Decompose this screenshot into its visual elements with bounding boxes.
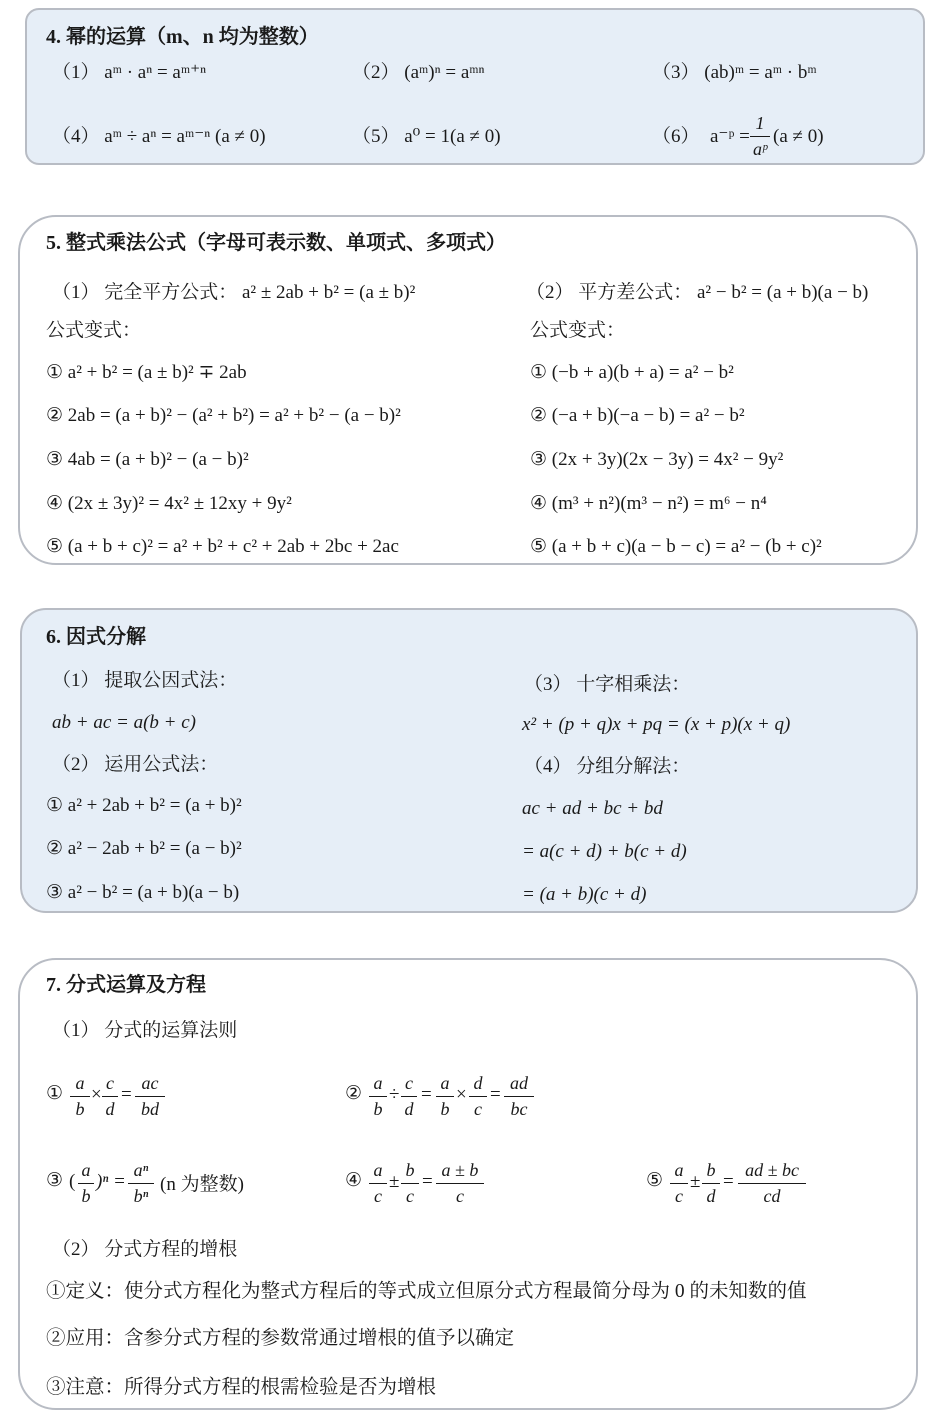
power-rule-4: （4） aᵐ ÷ aⁿ = aᵐ⁻ⁿ (a ≠ 0) [52,126,266,147]
rule-3-fraction-result: aⁿ bⁿ [128,1159,154,1207]
perfect-square-heading: （1） 完全平方公式： a² ± 2ab + b² = (a ± b)² [52,282,416,303]
section-6-title: 6. 因式分解 [46,626,146,648]
rule-3-power: )ⁿ = [96,1171,126,1192]
fraction-rules-heading: （1） 分式的运算法则 [52,1020,238,1041]
rule-1-fraction-result: ac bd [135,1072,165,1120]
formula-method-1: ① a² + 2ab + b² = (a + b)² [46,795,242,816]
rule-3-fraction-a-b: a b [78,1159,94,1207]
rule-5-fraction-a-c: a c [670,1159,688,1207]
grouping-heading: （4） 分组分解法： [524,756,691,777]
rule-3-left-paren: ( [69,1171,76,1192]
cross-multiplication-heading: （3） 十字相乘法： [524,674,691,695]
grouping-step-1: ac + ad + bc + bd [522,798,663,819]
power-rule-6-condition: (a ≠ 0) [773,126,824,147]
power-rule-1: （1） aᵐ · aⁿ = aᵐ⁺ⁿ [52,62,207,83]
rule-5-equals: = [723,1171,734,1192]
right-variant-3: ③ (2x + 3y)(2x − 3y) = 4x² − 9y² [530,449,784,470]
rule-2-fraction-a-b-2: a b [436,1072,454,1120]
grouping-step-3: = (a + b)(c + d) [522,884,647,905]
rule-2-equals-2: = [490,1084,501,1105]
extraneous-root-heading: （2） 分式方程的增根 [52,1239,238,1260]
rule-2-operator-1: ÷ [389,1084,400,1105]
fraction-bar [750,136,770,137]
power-rule-6-label: （6） [652,126,700,147]
right-variant-2: ② (−a + b)(−a − b) = a² − b² [530,405,745,426]
extraneous-root-definition: ①定义：使分式方程化为整式方程后的等式成立但原分式方程最简分母为 0 的未知数的值 [46,1281,807,1302]
power-rule-3: （3） (ab)ᵐ = aᵐ · bᵐ [652,62,817,83]
common-factor-formula: ab + ac = a(b + c) [52,712,196,733]
rule-4-mark: ④ [345,1170,363,1191]
formula-method-2: ② a² − 2ab + b² = (a − b)² [46,838,242,859]
power-rule-6-lhs: a⁻ᵖ = [710,126,750,147]
cross-multiplication-formula: x² + (p + q)x + pq = (x + p)(x + q) [522,714,791,735]
rule-2-operator-2: × [456,1084,467,1105]
rule-5-fraction-b-d: b d [702,1159,720,1207]
section-5-title: 5. 整式乘法公式（字母可表示数、单项式、多项式） [46,232,506,254]
rule-4-fraction-b-c: b c [401,1159,419,1207]
rule-3-note: (n 为整数) [160,1174,244,1195]
section-4-title: 4. 幂的运算（m、n 均为整数） [46,26,319,48]
left-variant-5: ⑤ (a + b + c)² = a² + b² + c² + 2ab + 2bc + 2ac [46,536,399,557]
common-factor-heading: （1） 提取公因式法： [52,670,238,691]
rule-2-fraction-d-c: d c [469,1072,487,1120]
power-rule-6-fraction [750,112,770,160]
right-variant-label: 公式变式： [530,320,626,341]
rule-4-equals: = [422,1171,433,1192]
rule-2-fraction-result: ad bc [504,1072,534,1120]
formula-method-3: ③ a² − b² = (a + b)(a − b) [46,882,240,903]
rule-4-fraction-a-c: a c [369,1159,387,1207]
extraneous-root-application: ②应用：含参分式方程的参数常通过增根的值予以确定 [46,1328,515,1349]
rule-1-equals: = [121,1084,132,1105]
rule-5-fraction-result: ad ± bc cd [738,1159,806,1207]
rule-2-fraction-c-d: c d [401,1072,417,1120]
difference-squares-heading: （2） 平方差公式： a² − b² = (a + b)(a − b) [526,282,869,303]
rule-5-mark: ⑤ [646,1170,664,1191]
right-variant-1: ① (−b + a)(b + a) = a² − b² [530,362,734,383]
left-variant-4: ④ (2x ± 3y)² = 4x² ± 12xy + 9y² [46,493,292,514]
power-rule-5: （5） a⁰ = 1(a ≠ 0) [352,126,501,147]
left-variant-1: ① a² + b² = (a ± b)² ∓ 2ab [46,362,247,383]
rule-2-mark: ② [345,1083,363,1104]
fraction-denominator: aᵖ [752,138,768,159]
grouping-step-2: = a(c + d) + b(c + d) [522,841,687,862]
rule-1-mark: ① [46,1083,64,1104]
left-variant-3: ③ 4ab = (a + b)² − (a − b)² [46,449,249,470]
left-variant-label: 公式变式： [46,320,142,341]
power-rule-2: （2） (aᵐ)ⁿ = aᵐⁿ [352,62,485,83]
formula-method-heading: （2） 运用公式法： [52,754,219,775]
left-variant-2: ② 2ab = (a + b)² − (a² + b²) = a² + b² − (a − b)² [46,405,401,426]
rule-2-fraction-a-b: a b [369,1072,387,1120]
fraction-numerator: 1 [755,113,765,133]
section-7-title: 7. 分式运算及方程 [46,974,206,996]
rule-2-equals-1: = [421,1084,432,1105]
rule-1-fraction-c-d: c d [102,1072,118,1120]
rule-4-operator: ± [389,1171,400,1192]
rule-1-fraction-a-b: a b [70,1072,90,1120]
rule-3-mark: ③ [46,1170,64,1191]
rule-4-fraction-result: a ± b c [436,1159,484,1207]
right-variant-4: ④ (m³ + n²)(m³ − n²) = m⁶ − n⁴ [530,493,767,514]
rule-1-operator: × [91,1084,102,1105]
right-variant-5: ⑤ (a + b + c)(a − b − c) = a² − (b + c)² [530,536,822,557]
rule-5-operator: ± [690,1171,701,1192]
extraneous-root-caution: ③注意：所得分式方程的根需检验是否为增根 [46,1377,437,1398]
